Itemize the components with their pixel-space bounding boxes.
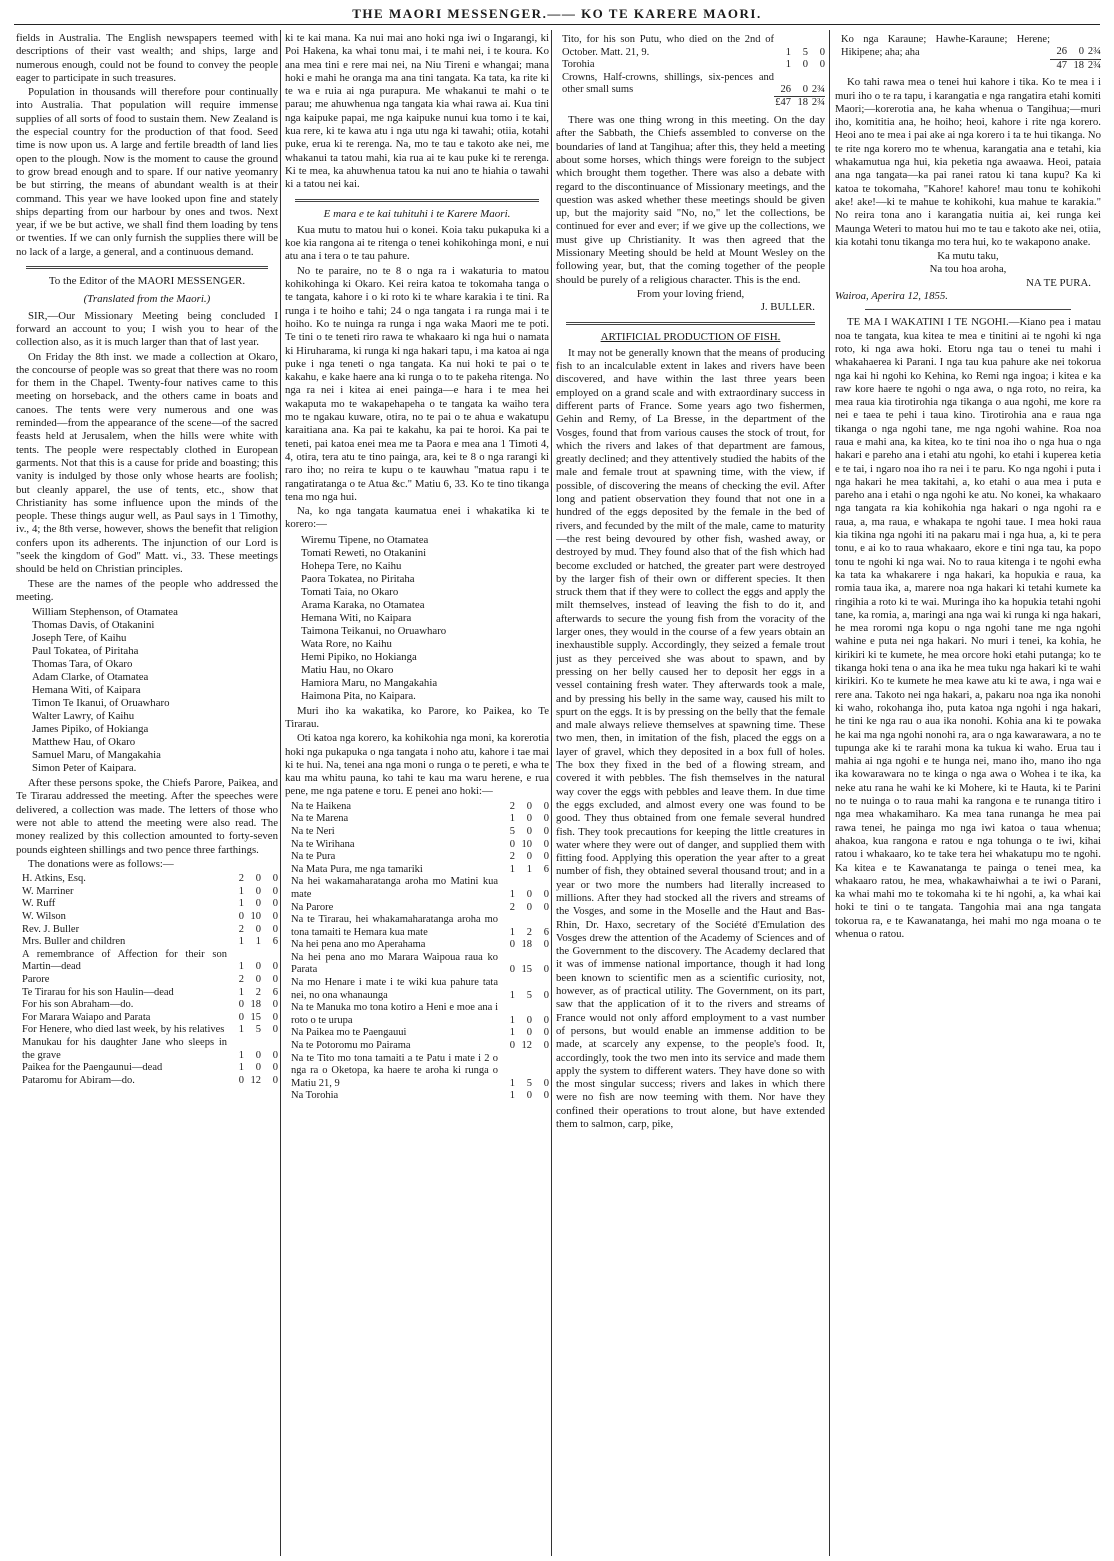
donor-name: Crowns, Half-crowns, shillings, six-pences and other small sums bbox=[562, 71, 774, 96]
donor-name: Na te Wirihana bbox=[291, 838, 355, 850]
pounds: 1 bbox=[509, 1027, 515, 1039]
paragraph: TE MA I WAKATINI I TE NGOHI.—Kiano pea i matau noa te tangata, kua kitea te mea e tinitini ai te ngohi ki nga roto, ki nga awa hoki. Etoru nga tau o tenei tu mahi i whakahaerea ki Parani. I nga tau kua pahure ake nei tokorua nga kai hi ngohi ko Kehina, ko Remi nga ingoa; i kitea e ka raw kore haere te ngohi o nga awa, o nga roto, no reira, ka mea raua kia tirotirohia nga tikanga o aua ngohi, me kore ra nei e taea te pehi i taua kino. Tirotirohia ana e raua nga tikanga o nga ngohi tane, me nga ngohi wahine. Roa noa raua e mahi ana, ka kitea, ko te tini noa iho o nga hua o nga hakari e pareho ana i etahi atu ngohi, ko etahi i kuperea ketia e te tai, i ngaro noa iho ra nei i te paru. Ko nga ngohi i puta i nga hakari he mea takitahi, a, ko etahi o aua mea i puta e pareho ana i etahi o nga ngohi ke atu. No konei, ka whakaaro nga tangata ra kia kohikohia nga hakari o nga ngohi ra e raua, a, ma raua, e whakapa te ngohi taue. I mea hoki raua kia tikina nga ngohi iti na pakaru mai i nga hua, a, ki te pera tonu, e ai ko to raua whakaaro, ekore e tini nga tau, ka popo tonu te ngohi ki nga wai. No to raua kitenga i te ngohi ewha ka tata ka whakarere i nga hakari, ka hopukia e raua, ka romia taua ika, a, marere noa nga hakari ki tetahi kumete ka ringihia a roto ki te wai. Muringa iho ka hopukia tetahi ngohi tane, ka romia, a, maringi ana nga wai ki runga ki nga hakari, he mea roromi nga kopu o nga ngohi tane me nga ngohi wahine e puta nei nga hakari. No muri i tenei, ka kohia, he kirikiri ki te kumete, he mea orcore hoki etahi putanga; ko te tikanga hoki tena o ana ika he mea tuku nga hakari ki te wahi kirikiri. Ko te kumete he mea kawe atu ki te awa, i nga wai e rere ana. Takoto nei nga hakari, a, pakaru noa nga ika nonohi ki waho, rokohanga iho, puta katoa nga ngohi i nga hakari, he tini ke nga rau o aua ika nonohi. Kohia ana ki te powaka he kai ma nga ngohi nonohi ra, ara o nga kawarawara, a no te tupunga ake ki te rarahi mona ka tukua ki waho. Erua tau i mahia ai nga ngohi e te hunga nei, mano iho, mano iho nga ika kowarawara no te kinga o nga awa o Wohea i te ika, ka neke atu rana he wahi ke ki Mohere, ki te Hauta, ki te Parini no te nuinga o to raua mahi ka rangona e te runanga titiro i nga mea whakamiharo. Ka mea tana runanga he mea pai rawa tenei, he painga mo nga iwi katoa o taua whenua; ahakoa, kua rangona e ratou e nga tohunga o te iwi, kihai ratou i whakaaro, ko te take tera hei whakatupu mo te ngohi. Ka kitea e te Kawanatanga te painga o tenei mea, ka whakaaro ratou, he mea, whakawhaiwhai a te iwi o Parani, ka whai mahi mo te tokomaha ki te hi ngohi, a, ka whai kai hoki te tini o te tangata. Tangohia mai ana nga tangata tokorua ra, e te Kawanatanga, hei mahi mo nga moana o te whenua o ratou. bbox=[835, 316, 1101, 940]
pence: 0 bbox=[819, 46, 825, 58]
donor-name: W. Marriner bbox=[22, 885, 74, 897]
shillings: 0 bbox=[802, 83, 808, 95]
donor-name: Na hei pena ano mo Marara Waipoua raua ko Parata bbox=[291, 951, 498, 976]
shillings: 18 bbox=[250, 999, 261, 1011]
pence: 0 bbox=[543, 1090, 549, 1102]
speaker-name: James Pipiko, of Hokianga bbox=[32, 723, 149, 736]
table-row bbox=[556, 59, 825, 72]
column-4 bbox=[835, 32, 1101, 1556]
shillings: 0 bbox=[526, 1027, 532, 1039]
pounds: 1 bbox=[509, 989, 515, 1001]
pence: 2¾ bbox=[811, 83, 825, 95]
pounds: 0 bbox=[509, 1040, 515, 1052]
pounds: 1 bbox=[238, 961, 244, 973]
table-row bbox=[16, 949, 278, 974]
shillings: 0 bbox=[1078, 46, 1084, 58]
ornamental-rule bbox=[26, 266, 268, 269]
shillings: 0 bbox=[255, 974, 261, 985]
speaker-name: Joseph Tere, of Kaihu bbox=[32, 632, 127, 645]
table-row bbox=[285, 839, 549, 852]
pence: 0 bbox=[819, 59, 825, 71]
total-row bbox=[835, 59, 1101, 72]
shillings: 5 bbox=[255, 1024, 261, 1036]
speaker-name: Samuel Maru, of Mangakahia bbox=[32, 749, 161, 762]
pounds: 2 bbox=[238, 923, 244, 935]
pounds: 1 bbox=[238, 936, 244, 948]
donor-name: Na te Potoromu mo Pairama bbox=[291, 1040, 411, 1052]
pence: 0 bbox=[272, 911, 278, 923]
speaker-name: Hohepa Tere, no Kaihu bbox=[301, 559, 402, 572]
table-row bbox=[16, 1012, 278, 1025]
speaker-name: Wiremu Tipene, no Otamatea bbox=[301, 533, 429, 546]
pounds: 0 bbox=[238, 999, 244, 1011]
pence: 6 bbox=[543, 863, 549, 875]
pence: 0 bbox=[543, 1027, 549, 1039]
paragraph: The donations were as follows:— bbox=[28, 857, 174, 870]
pounds: 1 bbox=[785, 59, 791, 71]
total-pounds: £47 bbox=[775, 97, 791, 109]
pence: 0 bbox=[272, 974, 278, 985]
table-row bbox=[16, 886, 278, 899]
pounds: 1 bbox=[785, 46, 791, 58]
table-row bbox=[16, 924, 278, 937]
shillings: 0 bbox=[255, 873, 261, 885]
donor-name: Te Tirarau for his son Haulin—dead bbox=[22, 986, 174, 998]
table-row bbox=[285, 826, 549, 839]
table-row bbox=[285, 801, 549, 814]
pence: 0 bbox=[543, 813, 549, 825]
pence: 0 bbox=[272, 923, 278, 935]
table-row bbox=[16, 873, 278, 886]
pounds: 1 bbox=[509, 1077, 515, 1089]
paragraph: Na, ko nga tangata kaumatua enei i whakatika ki te korero:— bbox=[285, 505, 549, 531]
donor-name: Na te Tirarau, hei whakamaharatanga aroha mo tona tamaiti te Hemara kua mate bbox=[291, 914, 498, 938]
donor-name: Na mo Henare i mate i te wiki kua pahure tata nei, no ona whanaunga bbox=[291, 977, 498, 1001]
speaker-name: Hemana Witi, of Kaipara bbox=[32, 684, 141, 697]
speaker-name: Matthew Hau, of Okaro bbox=[32, 736, 136, 749]
donations-table bbox=[16, 873, 278, 1087]
letter-heading: E mara e te kai tuhituhi i te Karere Maori. bbox=[323, 207, 511, 220]
speaker-name: Thomas Davis, of Otakanini bbox=[32, 619, 155, 632]
speaker-name: Hemana Witi, no Kaipara bbox=[301, 611, 412, 624]
speaker-list bbox=[301, 534, 549, 703]
table-row bbox=[16, 987, 278, 1000]
pounds: 1 bbox=[509, 926, 515, 938]
shillings: 0 bbox=[526, 1014, 532, 1026]
shillings: 10 bbox=[521, 838, 532, 850]
total-shillings: 18 bbox=[1067, 59, 1084, 72]
table-row bbox=[285, 939, 549, 952]
speaker-name: Simon Peter of Kaipara. bbox=[32, 762, 137, 775]
signoff: Ka mutu taku, bbox=[937, 250, 999, 263]
paragraph: These are the names of the people who addressed the meeting. bbox=[16, 577, 278, 603]
pounds: 0 bbox=[238, 1074, 244, 1086]
pounds: 1 bbox=[509, 888, 515, 900]
donor-name: Na Parore bbox=[291, 901, 334, 913]
dateline: Wairoa, Aperira 12, 1855. bbox=[835, 290, 948, 303]
pounds: 0 bbox=[238, 911, 244, 923]
donor-name: Paikea for the Paengaunui—dead bbox=[22, 1062, 163, 1074]
pounds: 2 bbox=[509, 800, 515, 812]
donor-name: Tito, for his son Putu, who died on the 2nd of October. Matt. 21, 9. bbox=[562, 34, 774, 58]
pounds: 2 bbox=[509, 851, 515, 863]
speaker-name: Arama Karaka, no Otamatea bbox=[301, 598, 425, 611]
pence: 0 bbox=[543, 964, 549, 976]
total-pence: 2¾ bbox=[808, 97, 825, 110]
speaker-name: Matiu Hau, no Okaro bbox=[301, 663, 394, 676]
shillings: 5 bbox=[526, 989, 532, 1001]
shillings: 5 bbox=[526, 1077, 532, 1089]
total-pence: 2¾ bbox=[1084, 59, 1101, 72]
table-row bbox=[16, 898, 278, 911]
pounds: 1 bbox=[238, 885, 244, 897]
ornamental-rule bbox=[566, 322, 815, 325]
pence: 0 bbox=[543, 800, 549, 812]
shillings: 0 bbox=[526, 901, 532, 913]
shillings: 0 bbox=[255, 898, 261, 910]
signature: J. BULLER. bbox=[760, 301, 815, 314]
signature: NA TE PURA. bbox=[1026, 276, 1091, 289]
signoff: From your loving friend, bbox=[636, 287, 745, 300]
speaker-name: Adam Clarke, of Otamatea bbox=[32, 671, 149, 684]
shillings: 0 bbox=[255, 1049, 261, 1061]
table-row bbox=[16, 1024, 278, 1037]
table-row bbox=[285, 952, 549, 977]
speaker-name: Haimona Pita, no Kaipara. bbox=[301, 689, 416, 702]
pence: 0 bbox=[543, 901, 549, 913]
donor-name: Na te Manuka mo tona kotiro a Heni e moe ana i roto o te urupa bbox=[291, 1002, 498, 1026]
table-row bbox=[16, 1062, 278, 1075]
table-row bbox=[285, 876, 549, 901]
paragraph: There was one thing wrong in this meeting. On the day after the Sabbath, the Chiefs assembled to converse on the boundaries of land at Tangihua; after this, they held a meeting about some horses, which things were foreign to the subject which brought them together. There was also a debate with regard to the discontinuance of Missionary meetings, and the question was asked whether these meetings should be given up, but the majority said "No, no," let the collections, be continued for ever and ever; if we give up the collections, we must give up Christianity. It was then agreed that the Missionary Meeting should be held at Mount Wesley on the following year, but, that the coming together of the people should be purely of a religious character. This is the end. bbox=[556, 114, 825, 286]
pounds: 0 bbox=[238, 1011, 244, 1023]
pence: 0 bbox=[543, 1077, 549, 1089]
pounds: 2 bbox=[509, 901, 515, 913]
table-row bbox=[16, 936, 278, 949]
donor-name: Na te Neri bbox=[291, 825, 335, 837]
donor-name: Na te Haikena bbox=[291, 800, 352, 812]
table-row bbox=[285, 1090, 549, 1103]
table-row bbox=[285, 977, 549, 1002]
speaker-name: Timon Te Ikanui, of Oruawharo bbox=[32, 697, 170, 710]
pounds: 1 bbox=[509, 863, 515, 875]
total-pounds: 47 bbox=[1050, 59, 1067, 72]
donor-name: Na te Marena bbox=[291, 813, 349, 825]
speaker-name: Wata Rore, no Kaihu bbox=[301, 637, 392, 650]
table-row bbox=[285, 1040, 549, 1053]
donor-name: Na Torohia bbox=[291, 1090, 339, 1102]
paragraph: No te paraire, no te 8 o nga ra i wakaturia to matou kohikohinga ki Okaro. Kei reira katoa te tokomaha tanga o te tangata, kahore i o ki roto ki te whare karakia i te tini. Ra runga i te hoiho e tahi; 24 o nga tangata i ra runga mai i te hoiho. Ko te nuinga ra runga i nga waka Maori me te poti. Te tini o te teneti riro rawa te whakaaro ki nga hui o namata ki Hiruharama, ki runga ki nga hakari tapu, i ma katoa ai nga puke i nga teneti o nga tangata. Ka nui hoki te pai o te kakahu, e kake haere ana ki runga o to te pakeha ritenga. No nga ra nei i kitea ai enei painga—e hara i te mea hei wakaputa mo te wakapehapeha o te tangata ka waiho tera mo te ngakau kuware, otira, no te pai o te ahua e wakatupu karaitiana ana. Ka pai te kakahu, ka pai te horoi. Ka pai te teneti, pai katoa enei mea me ta Paora e mea ana 1 Timoti 4, 4, otira, tera atu te tino painga, ara, kei te 8 o nga rarangi ki raro iho; no reira te kupu o te kauwhau "matua rapu i te rangatiratanga o te Atua &c." Matiu 6, 33. Ko te tino tikanga tena mo nga hui. bbox=[285, 264, 549, 503]
pounds: 1 bbox=[509, 1014, 515, 1026]
table-row bbox=[16, 1037, 278, 1062]
column-1 bbox=[16, 32, 278, 1556]
pence: 0 bbox=[272, 1074, 278, 1086]
donor-name: Na Mata Pura, me nga tamariki bbox=[291, 863, 423, 875]
ornamental-rule bbox=[295, 199, 539, 202]
paragraph: ki te kai mana. Ka nui mai ano hoki nga iwi o Ingarangi, ki Poi Hakena, ka whai tonu mai, i te mahi nei, i te koura. Ko ana mea tini e rere mai nei, na Niu Tireni e whangai; mana hoki e mahi he oranga ma ana tini tangata. Ka tata, ka rite ki te wa e ruia ai nga purapura. Me whakanui te mahi o te parau; me ahuwhenua nga tangata kia whai rawa ai. Kua tini nga kaipuke papai, me nga kaipuke nunui kua tomo i te kai, kua rere, ki te kawa atu i nga utu nga ki tawahi; otiia, kotahi puke, erua ki te rerenga. Na, mo te tau e takoto ake nei, me whakanui ta tatou mahi, kia rua ai te kau puke ki te rerenga. Ki te mea, ka ahuwhenua tatou ka nui ano te hiahia o tawahi ki a tatou nei kai. bbox=[285, 32, 549, 191]
donor-name: H. Atkins, Esq. bbox=[22, 873, 86, 885]
donor-name: Rev. J. Buller bbox=[22, 923, 80, 935]
shillings: 0 bbox=[526, 1090, 532, 1102]
table-row bbox=[285, 864, 549, 877]
shillings: 0 bbox=[526, 800, 532, 812]
signoff: Na tou hoa aroha, bbox=[929, 263, 1007, 276]
shillings: 0 bbox=[526, 851, 532, 863]
donor-name: Na hei pena ano mo Aperahama bbox=[291, 939, 426, 951]
translation-note: (Translated from the Maori.) bbox=[83, 293, 211, 306]
donor-name: Na hei wakamaharatanga aroha mo Matini kua mate bbox=[291, 876, 498, 900]
shillings: 0 bbox=[255, 923, 261, 935]
shillings: 10 bbox=[250, 911, 261, 923]
donor-name: Parore bbox=[22, 974, 50, 985]
donor-name: Pataromu for Abiram—do. bbox=[22, 1074, 135, 1086]
pounds: 5 bbox=[509, 825, 515, 837]
shillings: 15 bbox=[521, 964, 532, 976]
total-row bbox=[556, 97, 825, 110]
shillings: 1 bbox=[255, 936, 261, 948]
paragraph: SIR,—Our Missionary Meeting being concluded I forward an account to you; I wish you to hear of the collection also, as it is much larger than that of last year. bbox=[16, 309, 278, 349]
pounds: 2 bbox=[238, 873, 244, 885]
column-divider bbox=[280, 30, 281, 1556]
pence: 0 bbox=[272, 999, 278, 1011]
table-row bbox=[285, 914, 549, 939]
donor-name: For Marara Waiapo and Parata bbox=[22, 1011, 151, 1023]
speaker-name: Hemi Pipiko, no Hokianga bbox=[301, 650, 417, 663]
pence: 0 bbox=[543, 888, 549, 900]
pounds: 1 bbox=[509, 813, 515, 825]
total-shillings: 18 bbox=[791, 97, 808, 110]
donations-table bbox=[285, 801, 549, 1103]
pence: 0 bbox=[543, 1014, 549, 1026]
pence: 0 bbox=[272, 873, 278, 885]
shillings: 0 bbox=[255, 961, 261, 973]
donor-name: W. Wilson bbox=[22, 911, 66, 923]
pounds: 0 bbox=[509, 939, 515, 951]
paragraph: Ko tahi rawa mea o tenei hui kahore i tika. Ko te mea i i muri iho o te ra tapu, i karangatia e nga rangatira etahi komiti Maori;—korerotia ana, he kaha whenua o Tangihua;—muri iho, komititia ana, he hoiho; heoi, kahore i rite nga korero. Heoi ano te mea i pai ake ai nga korero i ta te hui tikanga. No te rite nga korero mo te whenua, karangatia ana e tetahi, kia whakamutua nga hui, kia peketia nga awaawa. Heoi, pataia ana nga tangata—ka pai ranei ratou ki tana kupu? Ka ki katoa te tokomaha, "Kahore! kahore! mau tonu te kohikohi ake! ake!—ki te mahue te kohikohi, kua mahue te karakia." No reira tona ano i karangatia nuitia ai, kei runga kei Maunga Weteri to matou hui mo te tau e takoto ake nei, otiia, kia kotahi tonu tikanga mo tera hui, ko te wakapono anake. bbox=[835, 76, 1101, 248]
donations-table bbox=[835, 34, 1101, 72]
pence: 0 bbox=[272, 898, 278, 910]
pence: 0 bbox=[272, 1011, 278, 1023]
pence: 0 bbox=[272, 1049, 278, 1061]
table-row bbox=[835, 34, 1101, 59]
donations-table bbox=[556, 34, 825, 110]
table-row bbox=[285, 851, 549, 864]
shillings: 2 bbox=[255, 986, 261, 998]
speaker-name: Hamiora Maru, no Mangakahia bbox=[301, 676, 438, 689]
donor-name: W. Ruff bbox=[22, 898, 56, 910]
table-row bbox=[16, 974, 278, 987]
pence: 0 bbox=[272, 961, 278, 973]
speaker-name: Walter Lawry, of Kaihu bbox=[32, 710, 135, 723]
donor-name: Ko nga Karaune; Hawhe-Karaune; Herene; Hikipene; aha; aha bbox=[841, 34, 1050, 58]
donor-name: For Henere, who died last week, by his relatives bbox=[22, 1024, 225, 1036]
paragraph: fields in Australia. The English newspapers teemed with descriptions of their vast wealth; and ships, large and numerous enough, could not be found to convey the people eager to participate in such treasures. bbox=[16, 32, 278, 84]
shillings: 0 bbox=[802, 59, 808, 71]
shillings: 0 bbox=[526, 888, 532, 900]
paragraph: Population in thousands will therefore pour continually into Australia. That population will require immense supplies of all sorts of food to sustain them. New Zealand is the especial country for the production of that food. Seed time is now upon us. A large and fertile breadth of land lies open to the plough. Now is the moment to cause the ground to grow bread enough and to spare. If our native yeomanry be but stirring, the means of abundant wealth is at their command. This year we have looked upon fine and stately ships departing from our harbour by ones and twos. Next year, if we be but active, we shall find them loading by tens or twenties. If we can only furnish the supplies there will be no lack of a large, a general, and a continuous demand. bbox=[16, 86, 278, 258]
donor-name: Mrs. Buller and children bbox=[22, 936, 126, 948]
pence: 0 bbox=[272, 1024, 278, 1036]
paragraph: It may not be generally known that the means of producing fish to an incalculable extent in lakes and rivers have been discovered, and have within the last three years been employed on a grand scale and with extraordinary success in different parts of France. Some years ago two fishermen, Gehin and Remy, of La Bresse, in the department of the Vosges, found that from various causes the stock of trout, for which the rivers and lakes of that department are famous, greatly declined; and they attentively studied the habits of the male and female trout at spawning time, with the view, if possible, of discovering the means of checking the evil. After long and patient observation they found that not one in a hundred of the eggs deposited by the female in the bed of rivers, and fecunded by the milt of the male, came to maturity—the rest being devoured by other fish, washed away, or destroyed by mud. They found also that of the fish which had become excluded or hatched, the greater part were destroyed by the larger fish of their own or different species. It then struck them that if they were to collect the eggs and apply the milt themselves, instead of leaving the fish to do it, and afterwards to secure the young fish from the voracity of the larger ones, they would in the course of a few years obtain an inexhaustible supply. Accordingly, they seized a female trout just as they perceived she was about to spawn, and by pressing on her belly caused her to deposit her eggs in a vessel containing fresh water. They afterwards took a male, and by pressing his belly in the same way, caused his milt to spurt on the eggs. It is by pressing on the belly that the female and male always relieve themselves at spawning time. These two men, then, in imitation of the fish, placed the eggs on a layer of gravel, which they deposited in a box full of holes. The box they fixed in the bed of a flowing stream, and covered it with pebbles. The fish themselves in the natural way cover the eggs with pebbles and leave them. In due time the eggs excluded, and almost every one was found to be good. They thus obtained from one female several hundred fish. They took precautions for keeping the little creatures in water where they were out of danger, and supplied them with fitting food. Applying this operation the year after to a great number of fish, they obtained several thousand trout; and in a year or two more the numbers had literally increased to millions. After they had stocked all the rivers and streams of the Vosges, and some in the Moselle and the Haut and Bas-Rhin, Dr. Haxo, secretary of the Société d'Emulation des Vosges drew the attention of the Academy of Sciences and of the Government to the discovery. The Academy declared that it was of immense national importance, though it had long been known to scientific men as a scientific curiosity, not, however, as of practical utility. The Government, on its part, saw that the application of it to the rivers and streams of France would not only afford employment to a vast number of persons, but would enable an immense addition to be made, at scarcely any expense, to the people's food. It, accordingly, took the two men into its service and made them apply the system to different waters. They have done so with the most singular success; rivers and lakes in which there were no fish are now teeming with them. Nor have they confined their operations to trout alone, but have extended them to salmon, carp, pike, bbox=[556, 346, 825, 1131]
shillings: 5 bbox=[802, 46, 808, 58]
table-row bbox=[16, 999, 278, 1012]
donor-name: A remembrance of Affection for their son Martin—dead bbox=[22, 948, 227, 973]
pounds: 1 bbox=[238, 1049, 244, 1061]
table-row bbox=[285, 1053, 549, 1091]
shillings: 2 bbox=[526, 926, 532, 938]
pounds: 2 bbox=[238, 974, 244, 985]
pounds: 1 bbox=[238, 1024, 244, 1036]
pence: 0 bbox=[543, 939, 549, 951]
paragraph: On Friday the 8th inst. we made a collection at Okaro, the concourse of people was so great that there was no room for them in the Chapel. Twenty-four natives came to this meeting on horseback, and the others came in boats and canoes. The tents were very numerous and one was reminded—from the appearance of the scene—of the sacred feasts held at Jerusalem, when the hills were white with tents. The people were respectably clothed in European garments. Not that this is a cause for pride and boasting; this vanity is indulged by those only whose hearts are foolish; but cleanly apparel, the use of tents, etc., show that Christianity has some influence upon the minds of the people. These things augur well, as Paul says in 1 Timothy, iv., 4; the 8th verse, however, shows the benefit that religion confers upon its adherents. The injunction of our Lord is "seek the kingdom of God" Matt. vi., 33. These meetings should be held on Christian principles. bbox=[16, 350, 278, 576]
pence: 6 bbox=[272, 986, 278, 998]
shillings: 12 bbox=[250, 1074, 261, 1086]
letter-heading: To the Editor of the MAORI MESSENGER. bbox=[48, 275, 246, 288]
speaker-list bbox=[32, 606, 278, 775]
speaker-name: Taimona Teikanui, no Oruawharo bbox=[301, 624, 447, 637]
speaker-name: Paul Tokatea, of Piritaha bbox=[32, 645, 139, 658]
shillings: 18 bbox=[521, 939, 532, 951]
pounds: 26 bbox=[780, 83, 791, 95]
shillings: 15 bbox=[250, 1011, 261, 1023]
paragraph: After these persons spoke, the Chiefs Parore, Paikea, and Te Tirarau addressed the meeting. After the speeches were delivered, a collection was made. The letters of those who were not able to attend the meeting were also read. The money realized by this collection amounted to forty-seven pounds eighteen shillings and two pence three farthings. bbox=[16, 777, 278, 856]
column-2 bbox=[285, 32, 549, 1556]
column-divider bbox=[829, 30, 830, 1556]
speaker-name: Paora Tokatea, no Piritaha bbox=[301, 572, 415, 585]
column-divider bbox=[551, 30, 552, 1556]
table-row bbox=[285, 813, 549, 826]
shillings: 1 bbox=[526, 863, 532, 875]
pence: 0 bbox=[543, 838, 549, 850]
pounds: 26 bbox=[1056, 46, 1067, 58]
pounds: 1 bbox=[509, 1090, 515, 1102]
column-3 bbox=[556, 32, 825, 1556]
pence: 2¾ bbox=[1087, 46, 1101, 58]
paragraph: Muri iho ka wakatika, ko Parore, ko Paikea, ko Te Tirarau. bbox=[285, 704, 549, 730]
paragraph: Kua mutu to matou hui o konei. Koia taku pukapuka ki a koe kia rangona ai te ritenga o tenei kohikohinga moni, e nui atu ana i tera o te tau pahure. bbox=[285, 223, 549, 263]
shillings: 0 bbox=[255, 1062, 261, 1074]
donor-name: Torohia bbox=[562, 59, 595, 71]
table-row bbox=[556, 72, 825, 97]
pence: 0 bbox=[272, 885, 278, 897]
pence: 0 bbox=[543, 825, 549, 837]
donor-name: Manukau for his daughter Jane who sleeps in the grave bbox=[22, 1036, 227, 1061]
pounds: 1 bbox=[238, 986, 244, 998]
pence: 6 bbox=[272, 936, 278, 948]
article-heading: ARTIFICIAL PRODUCTION OF FISH. bbox=[600, 330, 781, 343]
speaker-name: Tomati Reweti, no Otakanini bbox=[301, 546, 427, 559]
pence: 0 bbox=[543, 989, 549, 1001]
speaker-name: Thomas Tara, of Okaro bbox=[32, 658, 133, 671]
pence: 0 bbox=[543, 1040, 549, 1052]
paragraph: Oti katoa nga korero, ka kohikohia nga moni, ka korerotia hoki nga pukapuka o nga tangata i noho atu, kahore i tae mai ki te hui. Na, tenei ana nga moni o runga o te pereti, e wha te kau ma whitu pauna, ko tahi te kau ma waru herene, e rua pene, me nga patene e toru. E penei ano hoki:— bbox=[285, 732, 549, 798]
table-row bbox=[285, 902, 549, 915]
table-row bbox=[285, 1002, 549, 1027]
pounds: 0 bbox=[509, 838, 515, 850]
shillings: 0 bbox=[526, 813, 532, 825]
table-row bbox=[556, 34, 825, 59]
masthead: THE MAORI MESSENGER.—— KO TE KARERE MAORI. bbox=[352, 6, 762, 21]
pounds: 0 bbox=[509, 964, 515, 976]
table-row bbox=[16, 911, 278, 924]
pence: 0 bbox=[272, 1062, 278, 1074]
speaker-name: Tomati Taia, no Okaro bbox=[301, 585, 399, 598]
table-row bbox=[16, 1075, 278, 1088]
shillings: 12 bbox=[521, 1040, 532, 1052]
shillings: 0 bbox=[255, 885, 261, 897]
table-row bbox=[285, 1027, 549, 1040]
shillings: 0 bbox=[526, 825, 532, 837]
donor-name: For his son Abraham—do. bbox=[22, 999, 134, 1011]
donor-name: Na te Pura bbox=[291, 851, 336, 863]
pounds: 1 bbox=[238, 898, 244, 910]
speaker-name: William Stephenson, of Otamatea bbox=[32, 606, 178, 619]
masthead-rule bbox=[14, 24, 1100, 25]
pence: 0 bbox=[543, 851, 549, 863]
pence: 6 bbox=[543, 926, 549, 938]
donor-name: Na Paikea mo te Paengauui bbox=[291, 1027, 407, 1039]
donor-name: Na te Tito mo tona tamaiti a te Patu i mate i 2 o nga ra o Oketopa, ka haere te aroha ki runga o Matiu 21, 9 bbox=[291, 1052, 498, 1089]
pounds: 1 bbox=[238, 1062, 244, 1074]
divider bbox=[865, 309, 1071, 310]
